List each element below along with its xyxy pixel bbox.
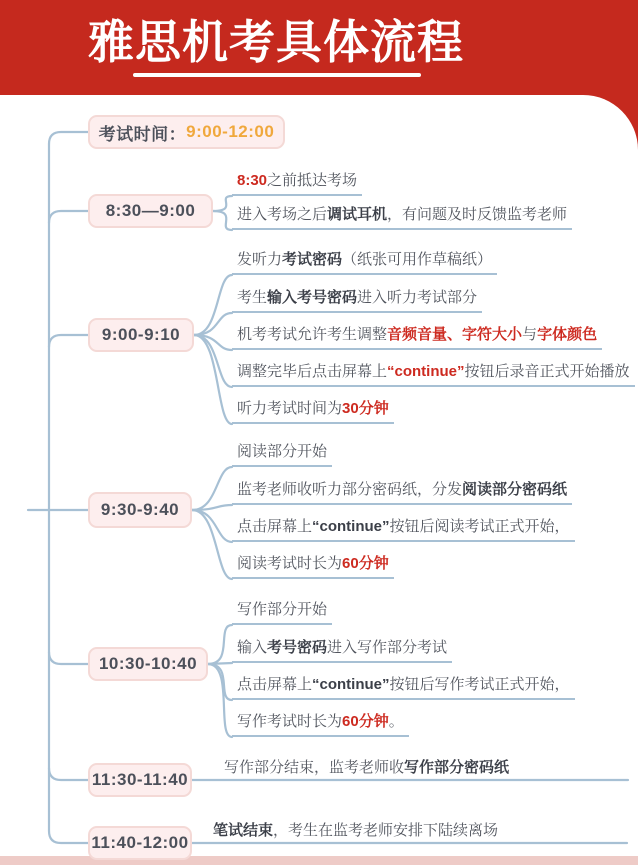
step-text-segment: 输入 — [237, 639, 268, 656]
step-item — [232, 250, 497, 275]
time-node-0: 8:30—9:00 — [88, 194, 213, 228]
step-text-segment: 阅读部分密码纸 — [462, 481, 568, 498]
step-text-segment: 考生 — [237, 289, 268, 306]
step-text-segment: 阅读部分开始 — [237, 443, 328, 460]
step-text-segment: 听力考试时间为 — [237, 400, 343, 417]
time-node-2: 9:30-9:40 — [88, 492, 192, 528]
connector-line — [208, 664, 232, 700]
schedule-node — [88, 115, 285, 149]
step-text-segment: 输入考号密码 — [267, 289, 358, 306]
step-text-segment: 写作部分结束，监考老师收 — [224, 759, 405, 776]
step-text-segment: “continue” — [312, 676, 390, 693]
step-text-segment: 。 — [388, 713, 404, 730]
connector-line — [49, 335, 88, 347]
time-node-3: 10:30-10:40 — [88, 647, 208, 681]
step-text-segment: 按钮后录音正式开始播放 — [464, 363, 630, 380]
step-item — [232, 480, 572, 505]
connector-line — [194, 275, 232, 335]
time-node-4: 11:30-11:40 — [88, 763, 192, 797]
connector-line — [49, 768, 88, 780]
step-text-segment: 考试密码 — [282, 251, 343, 268]
step-text-segment: “continue” — [387, 363, 465, 380]
connector-line — [192, 467, 232, 510]
step-text-segment: 60分钟 — [342, 713, 389, 730]
step-text-segment: 点击屏幕上 — [237, 676, 313, 693]
step-text-segment: 写作考试时长为 — [237, 713, 343, 730]
step-text-segment: 字体颜色 — [537, 326, 598, 343]
step-text-segment: 笔试结束 — [213, 822, 274, 839]
connector-line — [49, 652, 88, 664]
time-node-1: 9:00-9:10 — [88, 318, 194, 352]
step-text-segment: 写作部分密码纸 — [404, 759, 510, 776]
step-item — [232, 399, 394, 424]
step-item — [232, 638, 452, 663]
step-item — [232, 600, 332, 625]
step-text-segment: 按钮后写作考试正式开始， — [389, 676, 570, 693]
schedule-time: 9:00-12:00 — [186, 122, 275, 141]
step-text-segment: 进入写作部分考试 — [327, 639, 448, 656]
schedule-label: 考试时间： — [98, 124, 187, 144]
connector-line — [208, 664, 232, 737]
step-text-segment: 点击屏幕上 — [237, 518, 313, 535]
step-item — [232, 288, 482, 313]
step-text-segment: 发听力 — [237, 251, 283, 268]
step-text-segment: （纸张可用作草稿纸） — [342, 251, 493, 268]
connector-line — [213, 211, 232, 230]
step-text-segment: ，有问题及时反馈监考老师 — [387, 206, 568, 223]
connector-line — [213, 196, 232, 211]
step-item — [232, 712, 409, 737]
step-text-segment: 8:30 — [237, 172, 268, 189]
step-item — [232, 205, 572, 230]
connector-line — [208, 625, 232, 664]
step-item — [232, 554, 394, 579]
time-node-5: 11:40-12:00 — [88, 826, 192, 860]
connector-line — [49, 132, 88, 144]
step-text-segment: “continue” — [312, 518, 390, 535]
step-text-segment: ，考生在监考老师安排下陆续离场 — [273, 822, 499, 839]
step-text-segment: 进入考场之后 — [237, 206, 328, 223]
step-item — [232, 325, 602, 350]
page-title: 雅思机考具体流程 — [88, 16, 464, 68]
step-text-segment: 60分钟 — [342, 555, 389, 572]
step-text-segment: 进入听力考试部分 — [357, 289, 478, 306]
step-item — [232, 675, 575, 700]
step-text-segment: 调试耳机 — [327, 206, 388, 223]
step-text-segment: 音频音量、 — [387, 326, 463, 343]
step-text-segment: 监考老师收听力部分密码纸，分发 — [237, 481, 463, 498]
step-text-segment: 考号密码 — [267, 639, 328, 656]
connector-line — [192, 505, 232, 510]
connector-line — [49, 831, 88, 843]
step-text-segment: 30分钟 — [342, 400, 389, 417]
connector-line — [192, 510, 232, 542]
step-text-segment: 字符大小 — [462, 326, 523, 343]
step-text-segment: 写作部分开始 — [237, 601, 328, 618]
step-item — [224, 758, 509, 778]
step-item — [232, 442, 332, 467]
step-text-segment: 按钮后阅读考试正式开始， — [389, 518, 570, 535]
step-item — [213, 821, 498, 841]
step-text-segment: 阅读考试时长为 — [237, 555, 343, 572]
step-item — [232, 517, 575, 542]
step-text-segment: 之前抵达考场 — [267, 172, 358, 189]
step-text-segment: 调整完毕后点击屏幕上 — [237, 363, 388, 380]
connector-line — [49, 211, 88, 223]
step-text-segment: 与 — [522, 326, 538, 343]
step-item — [232, 362, 635, 387]
step-item — [232, 171, 362, 196]
step-text-segment: 机考考试允许考生调整 — [237, 326, 388, 343]
